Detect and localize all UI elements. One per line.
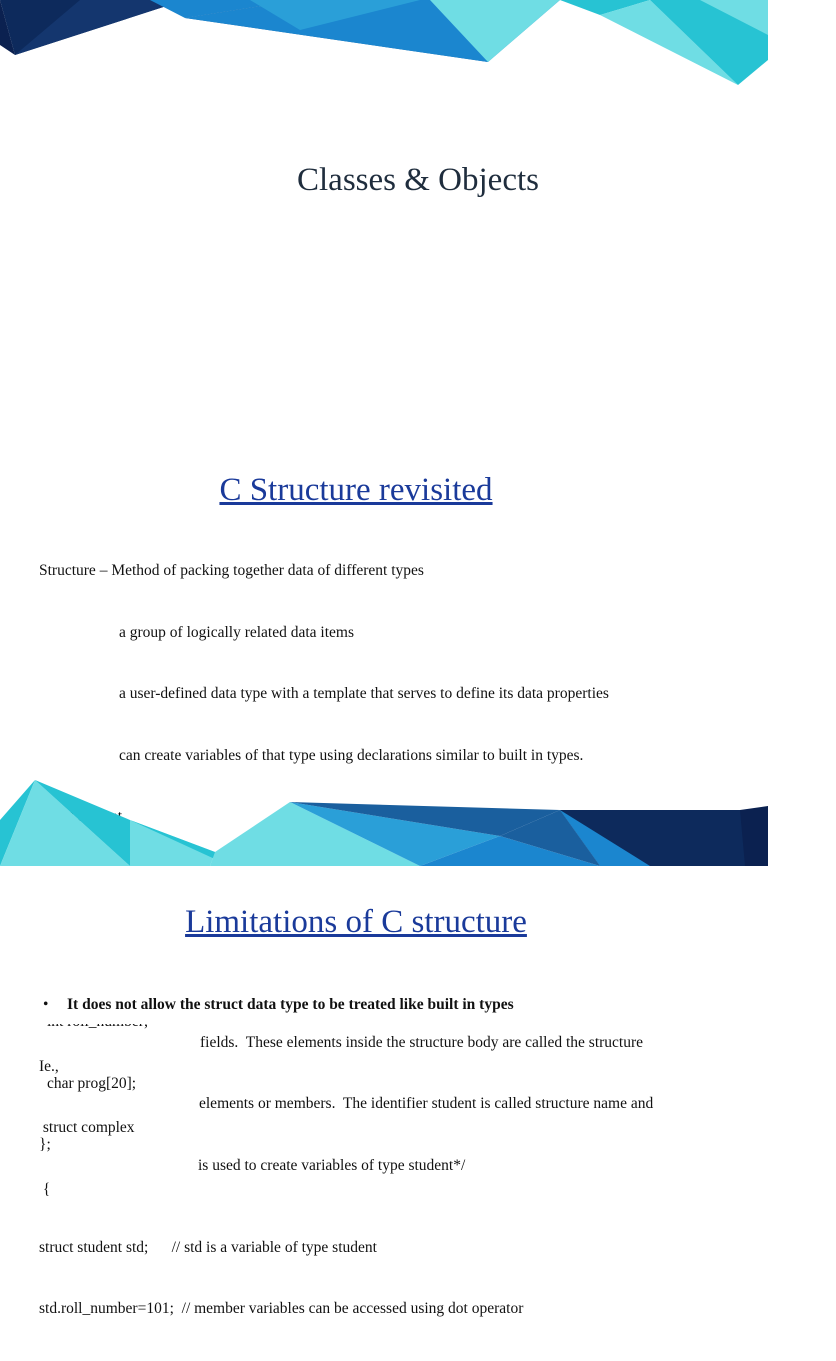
bottom-polygon-banner xyxy=(0,780,768,866)
definition-point: can create variables of that type using declarations similar to built in types. xyxy=(119,746,584,764)
code-comment: fields. These elements inside the structure body are called the structure xyxy=(200,1033,644,1051)
definition-lead: Structure – Method of packing together data of different types xyxy=(39,562,424,579)
limitations-body xyxy=(39,954,514,1241)
example-line: struct complex xyxy=(39,1119,135,1136)
example-line: Ie., xyxy=(39,1057,59,1075)
code-comment: is used to create variables of type student*/ xyxy=(198,1156,466,1174)
definition-point: a user-defined data type with a template that serves to define its data properties xyxy=(119,685,609,702)
bullet-text: It does not allow the struct data type to be treated like built in types xyxy=(67,996,514,1013)
top-polygon-banner xyxy=(0,0,768,90)
presentation-title: Classes & Objects xyxy=(297,162,539,198)
code-comment: elements or members. The identifier student is called structure name and xyxy=(199,1095,654,1112)
code-var-decl: struct student std; // std is a variable of type student xyxy=(39,1238,377,1256)
title-slide xyxy=(0,0,768,434)
bullet-item xyxy=(39,995,514,1016)
code-member: char prog[20]; xyxy=(47,1074,137,1092)
example-line: { xyxy=(39,1180,51,1198)
definition-point: a group of logically related data items xyxy=(119,623,354,641)
code-member-access: std.roll_number=101; // member variables can be accessed using dot operator xyxy=(39,1300,524,1317)
code-close-brace: }; xyxy=(39,1136,51,1153)
bullet-icon: • xyxy=(43,996,49,1013)
slide-heading: C Structure revisited xyxy=(219,472,493,508)
slide-heading: Limitations of C structure xyxy=(185,904,527,940)
